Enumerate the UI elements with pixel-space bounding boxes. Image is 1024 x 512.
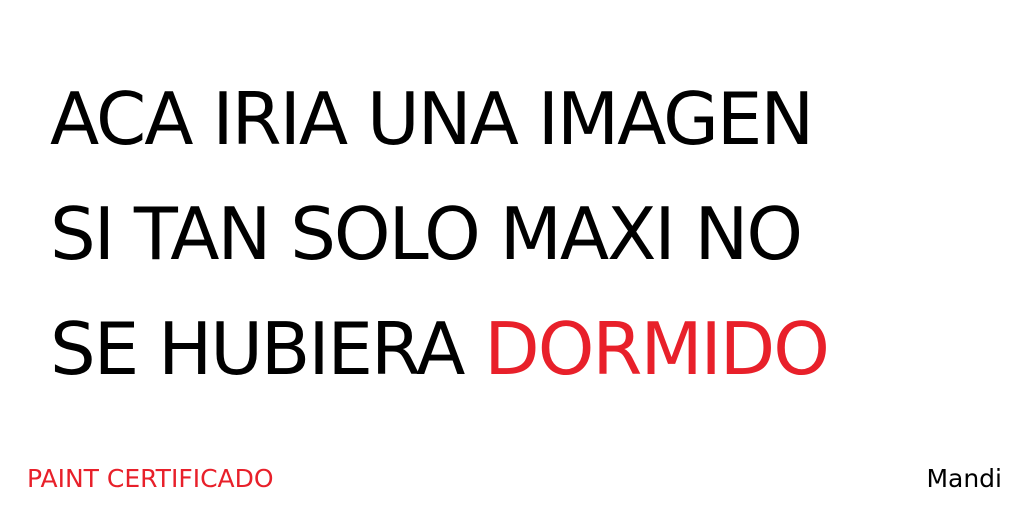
headline-highlight-word: DORMIDO <box>484 307 828 391</box>
headline-line-1: ACA IRIA UNA IMAGEN <box>50 77 813 161</box>
headline-line-2: SI TAN SOLO MAXI NO <box>50 192 802 276</box>
headline-line-3 <box>50 292 828 407</box>
headline-line-3-prefix: SE HUBIERA <box>50 307 485 391</box>
headline <box>50 62 828 407</box>
paint-certificado-label: PAINT CERTIFICADO <box>27 464 274 493</box>
author-signature: Mandi <box>926 464 1002 493</box>
